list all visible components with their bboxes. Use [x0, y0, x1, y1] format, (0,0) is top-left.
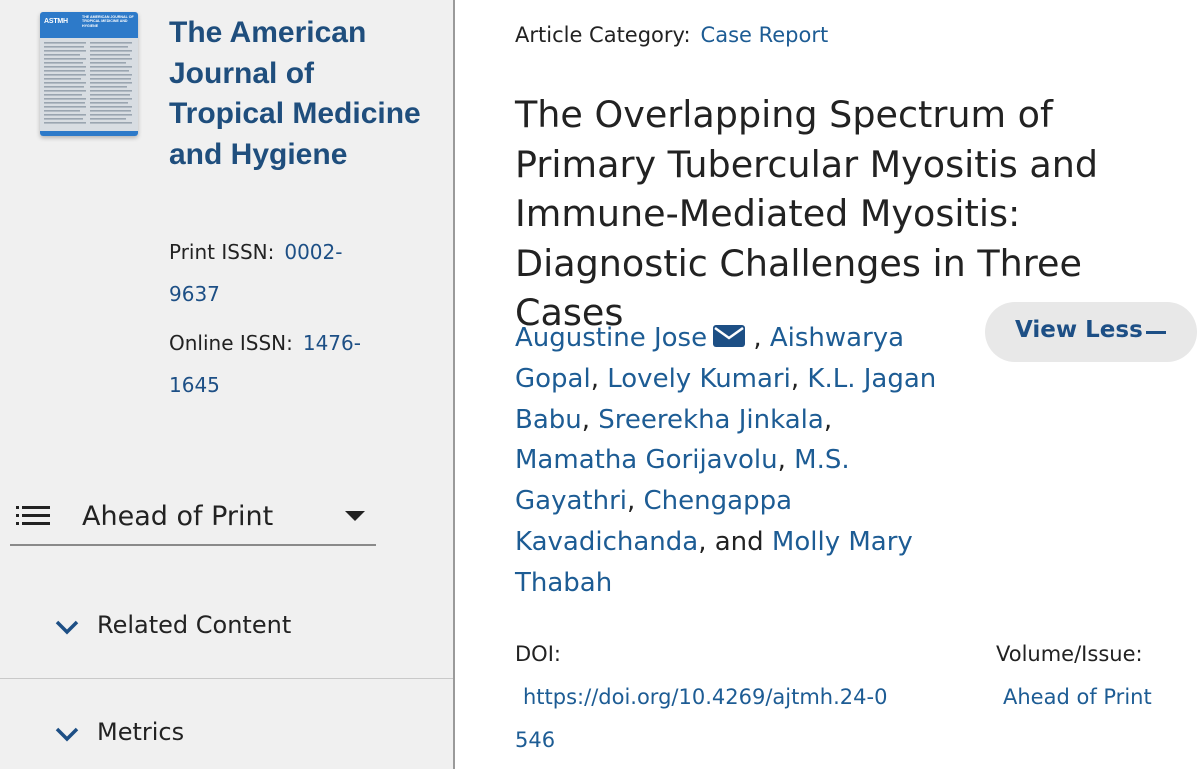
- author-link[interactable]: K.L. Jagan Babu: [515, 363, 937, 435]
- author-link[interactable]: Sreerekha Jinkala: [598, 404, 824, 435]
- author-conjunction: and: [714, 526, 764, 557]
- volume-issue-link[interactable]: Ahead of Print: [1003, 685, 1152, 709]
- author-link[interactable]: Chengappa Kavadichanda: [515, 486, 793, 557]
- issue-selector-value: Ahead of Print: [82, 501, 274, 532]
- cover-tagline: THE AMERICAN JOURNAL OF TROPICAL MEDICINE AND HYGIENE: [82, 15, 134, 28]
- caret-down-icon: [344, 509, 366, 523]
- article-title: The Overlapping Spectrum of Primary Tubercular Myositis and Immune-Mediated Myositis: Diagnostic Challenges in Three Cases: [515, 93, 1099, 334]
- author-separator: ,: [698, 526, 707, 557]
- online-issn-label: Online ISSN:: [169, 331, 293, 355]
- author-separator: ,: [581, 404, 591, 435]
- author-separator: ,: [790, 363, 800, 394]
- chevron-down-icon: [54, 725, 80, 743]
- author-separator: ,: [777, 445, 786, 476]
- online-issn: [169, 322, 384, 406]
- list-icon: [16, 504, 50, 528]
- envelope-icon[interactable]: [713, 325, 745, 347]
- doi-label: DOI:: [515, 642, 561, 666]
- author-list: [515, 318, 955, 604]
- author-link[interactable]: Augustine Jose: [515, 323, 708, 353]
- author-link[interactable]: Molly Mary Thabah: [515, 526, 913, 598]
- print-issn: [169, 231, 384, 315]
- metrics-label: Metrics: [97, 718, 185, 746]
- cover-logo: ASTMH: [44, 18, 68, 25]
- cover-footer-band: [40, 131, 138, 136]
- volume-issue-label: Volume/Issue:: [996, 642, 1143, 666]
- author-separator: ,: [753, 323, 762, 353]
- author-separator: ,: [627, 486, 636, 517]
- article-category: [515, 23, 828, 47]
- journal-cover-image[interactable]: [40, 12, 138, 136]
- online-issn-value[interactable]: 1476-1645: [169, 331, 361, 397]
- author-link[interactable]: Mamatha Gorijavolu: [515, 445, 778, 476]
- related-content-label: Related Content: [97, 611, 292, 639]
- metrics-toggle[interactable]: [0, 690, 451, 784]
- article-category-label: Article Category:: [515, 23, 691, 47]
- print-issn-label: Print ISSN:: [169, 240, 275, 264]
- view-less-button[interactable]: [985, 302, 1197, 362]
- related-content-toggle[interactable]: [0, 584, 451, 678]
- author-link[interactable]: Aishwarya Gopal: [515, 323, 905, 394]
- view-less-label: View Less: [1015, 317, 1143, 343]
- author-link[interactable]: Lovely Kumari: [607, 363, 791, 394]
- journal-title[interactable]: The American Journal of Tropical Medicine and Hygiene: [169, 16, 421, 171]
- author-separator: ,: [590, 363, 599, 394]
- section-divider: [0, 678, 453, 679]
- article-category-link[interactable]: Case Report: [700, 23, 829, 47]
- chevron-down-icon: [54, 618, 80, 636]
- author-separator: ,: [823, 404, 833, 435]
- doi-link[interactable]: https://doi.org/10.4269/ajtmh.24-0546: [515, 685, 888, 752]
- article-header: [455, 0, 1200, 769]
- print-issn-value[interactable]: 0002-9637: [169, 240, 343, 306]
- minus-icon: [1146, 331, 1166, 334]
- sidebar: [0, 0, 455, 769]
- author-link[interactable]: M.S. Gayathri: [515, 445, 850, 517]
- issue-selector[interactable]: [10, 494, 376, 546]
- cover-text-lines: [44, 42, 134, 130]
